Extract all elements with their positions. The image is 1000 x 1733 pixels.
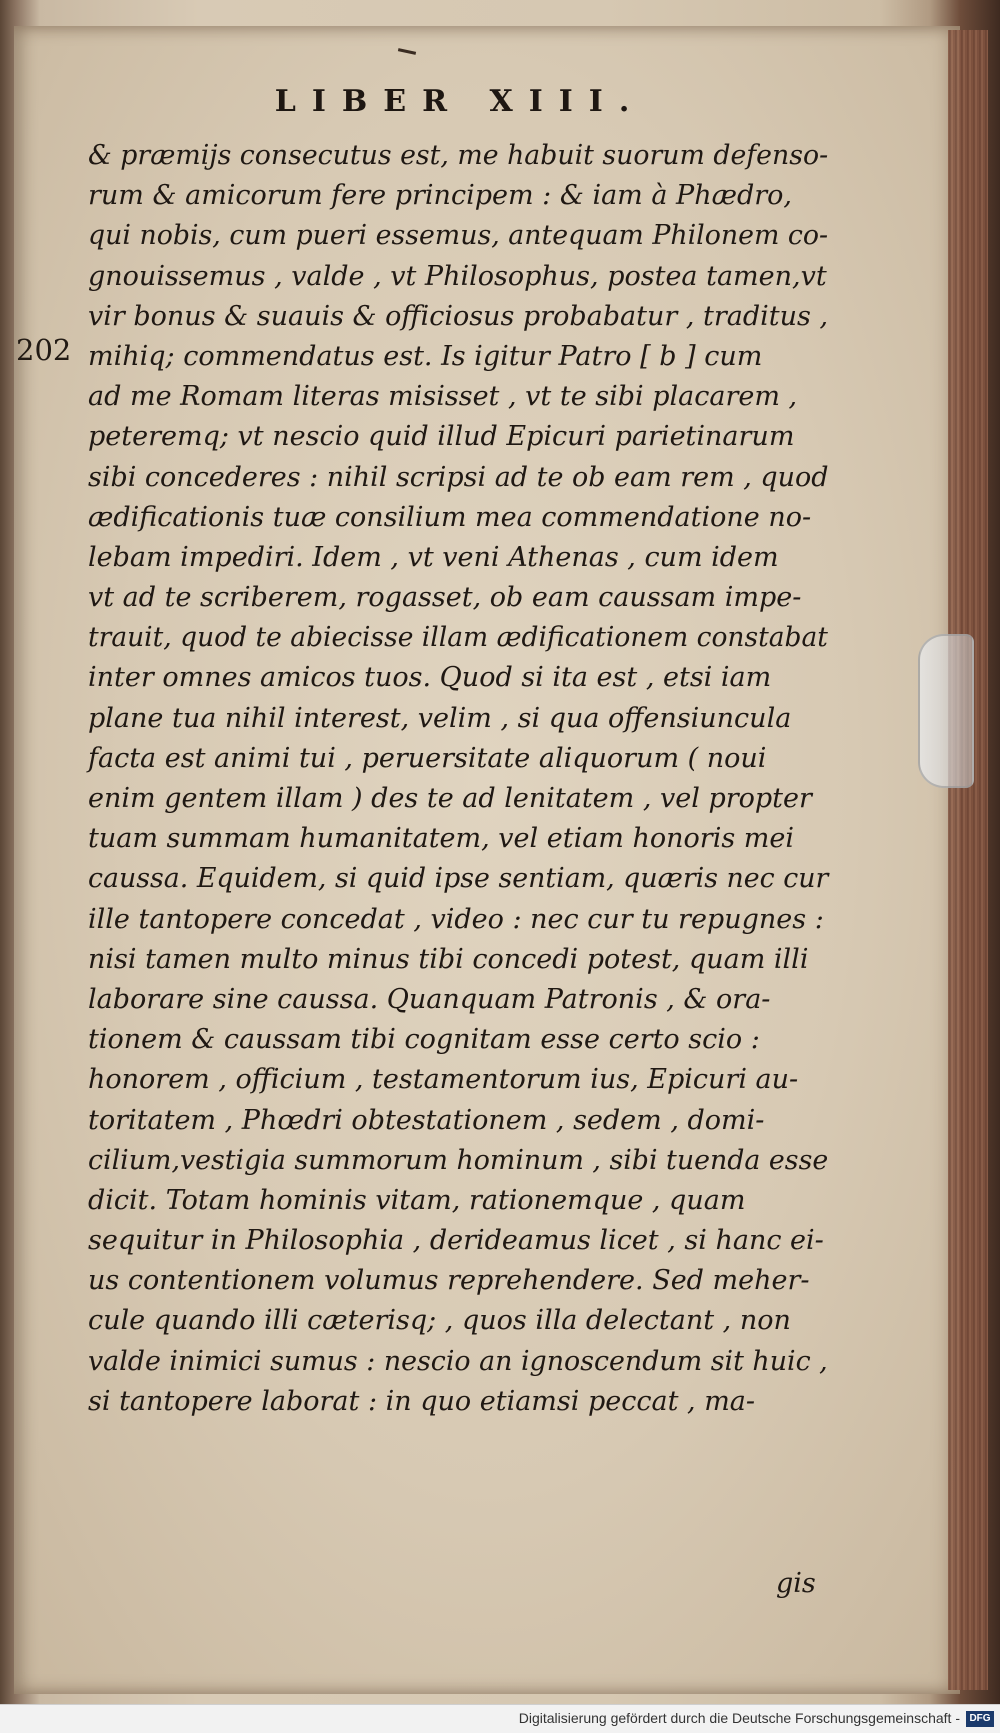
page-edges [948, 30, 988, 1690]
text-line: peteremq; vt nescio quid illud Epicuri parietinarum [88, 421, 795, 453]
text-line: cilium,vestigia summorum hominum , sibi tuenda esse [88, 1144, 829, 1176]
text-line: si tantopere laborat : in quo etiamsi peccat , ma- [88, 1385, 756, 1417]
text-line: toritatem , Phœdri obtestationem , sedem , domi- [88, 1104, 765, 1136]
text-line: trauit, quod te abiecisse illam ædificationem constabat [88, 622, 828, 654]
text-line: facta est animi tui , peruersitate aliquorum ( noui [88, 742, 767, 774]
catchword: gis [776, 1568, 816, 1599]
digitization-footer [0, 1704, 1000, 1733]
text-line: plane tua nihil interest, velim , si qua offensiuncula [88, 702, 792, 734]
text-line: qui nobis, cum pueri essemus, antequam Philonem co- [88, 220, 829, 252]
text-line: ille tantopere concedat , video : nec cur tu repugnes : [88, 903, 824, 935]
text-line: tionem & caussam tibi cognitam esse certo scio : [88, 1024, 760, 1056]
text-line: vir bonus & suauis & officiosus probabatur , traditus , [88, 300, 829, 332]
text-line: & præmijs consecutus est, me habuit suorum defenso- [88, 140, 829, 171]
footer-credit: Digitalisierung gefördert durch die Deutsche Forschungsgemeinschaft - [518, 1710, 960, 1726]
text-line: gnouissemus , valde , vt Philosophus, postea tamen,vt [88, 260, 827, 292]
text-line: us contentionem volumus reprehendere. Sed meher- [88, 1265, 810, 1297]
text-line: inter omnes amicos tuos. Quod si ita est , etsi iam [88, 662, 772, 694]
text-line: caussa. Equidem, si quid ipse sentiam, quæris nec cur [88, 863, 829, 895]
text-line: lebam impediri. Idem , vt veni Athenas , cum idem [88, 541, 779, 573]
margin-page-number: 202 [16, 333, 72, 367]
text-line: sibi concederes : nihil scripsi ad te ob eam rem , quod [88, 461, 829, 493]
text-line: nisi tamen multo minus tibi concedi potest, quam illi [88, 943, 809, 975]
text-line: laborare sine caussa. Quanquam Patronis , & ora- [88, 983, 771, 1015]
text-line: ædificationis tuæ consilium mea commendatione no- [88, 501, 812, 533]
dfg-logo: DFG [966, 1711, 994, 1727]
text-line: enim gentem illam ) des te ad lenitatem , vel propter [88, 783, 812, 814]
text-line: dicit. Totam hominis vitam, rationemque , quam [88, 1184, 746, 1216]
text-line: cule quando illi cæterisq; , quos illa delectant , non [88, 1305, 791, 1337]
text-line: ad me Romam literas misisset , vt te sibi placarem , [88, 381, 798, 413]
text-line: tuam summam humanitatem, vel etiam honoris mei [88, 823, 794, 855]
text-line: rum & amicorum fere principem : & iam à Phædro, [88, 180, 793, 212]
text-line: honorem , officium , testamentorum ius, Epicuri au- [88, 1064, 799, 1096]
running-head: LIBER XIII. [274, 84, 646, 119]
text-line: sequitur in Philosophia , derideamus licet , si hanc ei- [88, 1225, 824, 1257]
text-line: valde inimici sumus : nescio an ignoscendum sit huic , [88, 1345, 828, 1377]
text-line: mihiq; commendatus est. Is igitur Patro [ b ] cum [88, 340, 763, 372]
body-text [88, 136, 828, 1422]
text-line: vt ad te scriberem, rogasset, ob eam caussam impe- [88, 582, 802, 614]
page-clip [918, 634, 974, 788]
